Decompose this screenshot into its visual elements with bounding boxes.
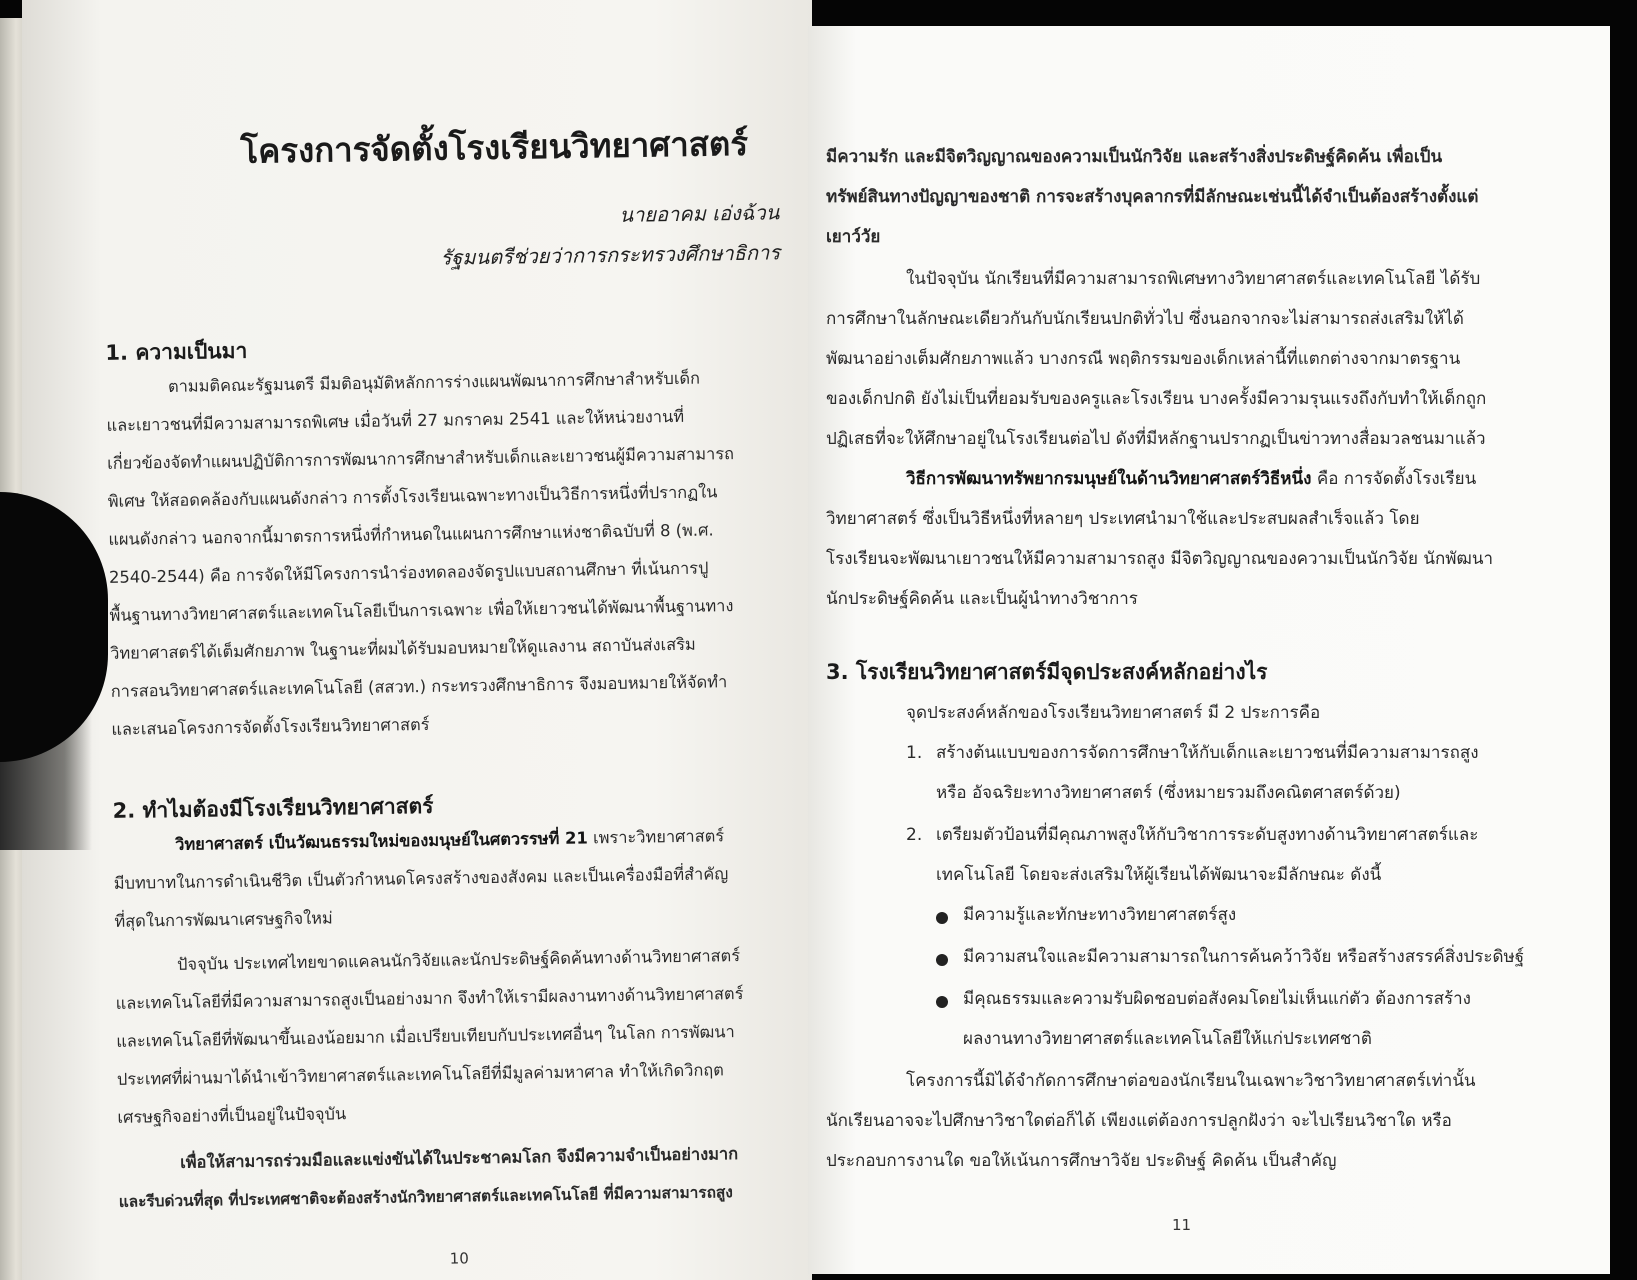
- bullet-item: มีความสนใจและมีความสามารถในการค้นคว้าวิจัย หรือสร้างสรรค์สิ่งประดิษฐ์: [963, 947, 1525, 967]
- para-3-line: วิทยาศาสตร์ ซึ่งเป็นวิธีหนึ่งที่หลายๆ ประเทศนำมาใช้และประสบผลสำเร็จแล้ว โดย: [826, 509, 1420, 529]
- para-2-line: ของเด็กปกติ ยังไม่เป็นที่ยอมรับของครูและโรงเรียน บางครั้งมีความรุนแรงถึงกับทำให้เด็กถูก: [826, 389, 1487, 409]
- page-number-right: 11: [1172, 1216, 1192, 1234]
- section-1-line: แผนดังกล่าว นอกจากนี้มาตรการหนึ่งที่กำหนดในแผนการศึกษาแห่งชาติฉบับที่ 8 (พ.ศ.: [108, 520, 714, 549]
- closing-line: โครงการนี้มิได้จำกัดการศึกษาต่อของนักเรียนในเฉพาะวิชาวิทยาศาสตร์เท่านั้น: [906, 1071, 1476, 1091]
- para-2-line: ปฏิเสธที่จะให้ศึกษาอยู่ในโรงเรียนต่อไป ดังที่มีหลักฐานปรากฏเป็นข่าวทางสื่อมวลชนมาแล้ว: [826, 429, 1486, 449]
- closing-line: นักเรียนอาจจะไปศึกษาวิชาใดต่อก็ได้ เพียงแต่ต้องการปลูกฝังว่า จะไปเรียนวิชาใด หรือ: [826, 1111, 1452, 1131]
- left-page: [22, 0, 812, 1280]
- section-2-line: และเทคโนโลยีที่มีความสามารถสูงเป็นอย่างมาก จึงทำให้เรามีผลงานทางด้านวิทยาศาสตร์: [115, 983, 744, 1013]
- item-2-number: 2.: [906, 825, 923, 845]
- section-2-line: และเทคโนโลยีที่พัฒนาขึ้นเองน้อยมาก เมื่อเปรียบเทียบกับประเทศอื่นๆ ในโลก การพัฒนา: [116, 1022, 735, 1051]
- section-2-para-1-first-line: [175, 825, 724, 856]
- bullet-icon: [936, 996, 948, 1008]
- bullet-icon: [936, 954, 948, 966]
- section-1-line: และเยาวชนที่มีความสามารถพิเศษ เมื่อวันที่ 27 มกราคม 2541 และให้หน่วยงานที่: [106, 406, 685, 435]
- para-3-first-line: [906, 468, 1476, 490]
- bullet-item: มีความรู้และทักษะทางวิทยาศาสตร์สูง: [963, 905, 1237, 925]
- intro-line: เยาว์วัย: [826, 227, 881, 247]
- item-1-number: 1.: [906, 743, 923, 763]
- item-1-line: หรือ อัจฉริยะทางวิทยาศาสตร์ (ซึ่งหมายรวมถึงคณิตศาสตร์ด้วย): [936, 783, 1401, 803]
- section-2-line: ที่สุดในการพัฒนาเศรษฐกิจใหม่: [114, 908, 333, 931]
- section-2-line: เศรษฐกิจอย่างที่เป็นอยู่ในปัจจุบัน: [117, 1104, 347, 1127]
- para-3-rest: คือ การจัดตั้งโรงเรียน: [1311, 469, 1477, 489]
- item-1-line: สร้างต้นแบบของการจัดการศึกษาให้กับเด็กและเยาวชนที่มีความสามารถสูง: [936, 743, 1479, 763]
- section-3-intro: จุดประสงค์หลักของโรงเรียนวิทยาศาสตร์ มี 2 ประการคือ: [906, 703, 1321, 723]
- closing-line: ประกอบการงานใด ขอให้เน้นการศึกษาวิจัย ประดิษฐ์ คิดค้น เป็นสำคัญ: [826, 1151, 1337, 1171]
- item-2-line: เตรียมตัวป้อนที่มีคุณภาพสูงให้กับวิชาการระดับสูงทางด้านวิทยาศาสตร์และ: [936, 825, 1479, 845]
- section-3-heading: 3. โรงเรียนวิทยาศาสตร์มีจุดประสงค์หลักอย่างไร: [826, 660, 1268, 684]
- intro-line: ทรัพย์สินทางปัญญาของชาติ การจะสร้างบุคลากรที่มีลักษณะเช่นนี้ได้จำเป็นต้องสร้างตั้งแต่: [826, 187, 1479, 207]
- section-2-line: เพื่อให้สามารถร่วมมือและแข่งขันได้ในประชาคมโลก จึงมีความจำเป็นอย่างมาก: [180, 1144, 739, 1172]
- item-2-line: เทคโนโลยี โดยจะส่งเสริมให้ผู้เรียนได้พัฒนาจะมีลักษณะ ดังนี้: [936, 865, 1382, 885]
- section-1-line: พื้นฐานทางวิทยาศาสตร์และเทคโนโลยีเป็นการเฉพาะ เพื่อให้เยาวชนได้พัฒนาพื้นฐานทาง: [109, 596, 734, 625]
- para-2-line: การศึกษาในลักษณะเดียวกันกับนักเรียนปกติทั่วไป ซึ่งนอกจากจะไม่สามารถส่งเสริมให้ได้: [826, 309, 1464, 329]
- page-number-left: 10: [449, 1249, 469, 1268]
- section-2-para-1-bold: วิทยาศาสตร์ เป็นวัฒนธรรมใหม่ของมนุษย์ในศตวรรษที่ 21: [175, 828, 588, 854]
- author-name: นายอาคม เอ่งฉ้วน: [619, 200, 780, 227]
- para-3-bold: วิธีการพัฒนาทรัพยากรมนุษย์ในด้านวิทยาศาสตร์วิธีหนึ่ง: [906, 469, 1312, 489]
- section-2-line: ประเทศที่ผ่านมาได้นำเข้าวิทยาศาสตร์และเทคโนโลยีที่มีมูลค่ามหาศาล ทำให้เกิดวิกฤต: [116, 1060, 725, 1089]
- para-3-line: โรงเรียนจะพัฒนาเยาวชนให้มีความสามารถสูง มีจิตวิญญาณของความเป็นนักวิจัย นักพัฒนา: [826, 549, 1493, 569]
- left-page-content: [22, 0, 812, 1280]
- section-1-line: วิทยาศาสตร์ได้เต็มศักยภาพ ในฐานะที่ผมได้รับมอบหมายให้ดูแลงาน สถาบันส่งเสริม: [110, 634, 696, 663]
- section-1-line: การสอนวิทยาศาสตร์และเทคโนโลยี (สสวท.) กระทรวงศึกษาธิการ จึงมอบหมายให้จัดทำ: [110, 672, 728, 701]
- section-1-line: และเสนอโครงการจัดตั้งโรงเรียนวิทยาศาสตร์: [111, 714, 430, 739]
- section-1-heading: 1. ความเป็นมา: [105, 338, 248, 365]
- section-2-line: และรีบด่วนที่สุด ที่ประเทศชาติจะต้องสร้างนักวิทยาศาสตร์และเทคโนโลยี ที่มีความสามารถสูง: [118, 1183, 733, 1211]
- bullet-icon: [936, 912, 948, 924]
- page-title: โครงการจัดตั้งโรงเรียนวิทยาศาสตร์: [240, 123, 749, 171]
- section-1-line: ตามมติคณะรัฐมนตรี มีมติอนุมัติหลักการร่างแผนพัฒนาการศึกษาสำหรับเด็ก: [167, 368, 701, 396]
- bullet-item-continuation: ผลงานทางวิทยาศาสตร์และเทคโนโลยีให้แก่ประเทศชาติ: [963, 1029, 1372, 1049]
- section-1-line: เกี่ยวข้องจัดทำแผนปฏิบัติการการพัฒนาการศึกษาสำหรับเด็กและเยาวชนผู้มีความสามารถ: [107, 444, 735, 473]
- para-2-line: ในปัจจุบัน นักเรียนที่มีความสามารถพิเศษทางวิทยาศาสตร์และเทคโนโลยี ได้รับ: [906, 269, 1481, 289]
- section-2-line: ปัจจุบัน ประเทศไทยขาดแคลนนักวิจัยและนักประดิษฐ์คิดค้นทางด้านวิทยาศาสตร์: [176, 946, 741, 974]
- para-2-line: พัฒนาอย่างเต็มศักยภาพแล้ว บางกรณี พฤติกรรมของเด็กเหล่านี้ที่แตกต่างจากมาตรฐาน: [826, 349, 1461, 369]
- section-2-heading: 2. ทำไมต้องมีโรงเรียนวิทยาศาสตร์: [112, 793, 434, 823]
- section-1-line: 2540-2544) คือ การจัดให้มีโครงการนำร่องทดลองจัดรูปแบบสถานศึกษา ที่เน้นการปู: [108, 558, 709, 587]
- bullet-item: มีคุณธรรมและความรับผิดชอบต่อสังคมโดยไม่เห็นแก่ตัว ต้องการสร้าง: [963, 989, 1471, 1009]
- section-2-para-1-rest: เพราะวิทยาศาสตร์: [587, 826, 725, 848]
- author-position: รัฐมนตรีช่วยว่าการกระทรวงศึกษาธิการ: [440, 240, 781, 270]
- para-3-line: นักประดิษฐ์คิดค้น และเป็นผู้นำทางวิชาการ: [826, 589, 1138, 609]
- section-1-line: พิเศษ ให้สอดคล้องกับแผนดังกล่าว การตั้งโรงเรียนเฉพาะทางเป็นวิธีการหนึ่งที่ปรากฏใน: [107, 482, 718, 511]
- right-page: [808, 26, 1610, 1274]
- section-2-line: มีบทบาทในการดำเนินชีวิต เป็นตัวกำหนดโครงสร้างของสังคม และเป็นเครื่องมือที่สำคัญ: [113, 864, 729, 893]
- intro-line: มีความรัก และมีจิตวิญญาณของความเป็นนักวิจัย และสร้างสิ่งประดิษฐ์คิดค้น เพื่อเป็น: [826, 147, 1443, 167]
